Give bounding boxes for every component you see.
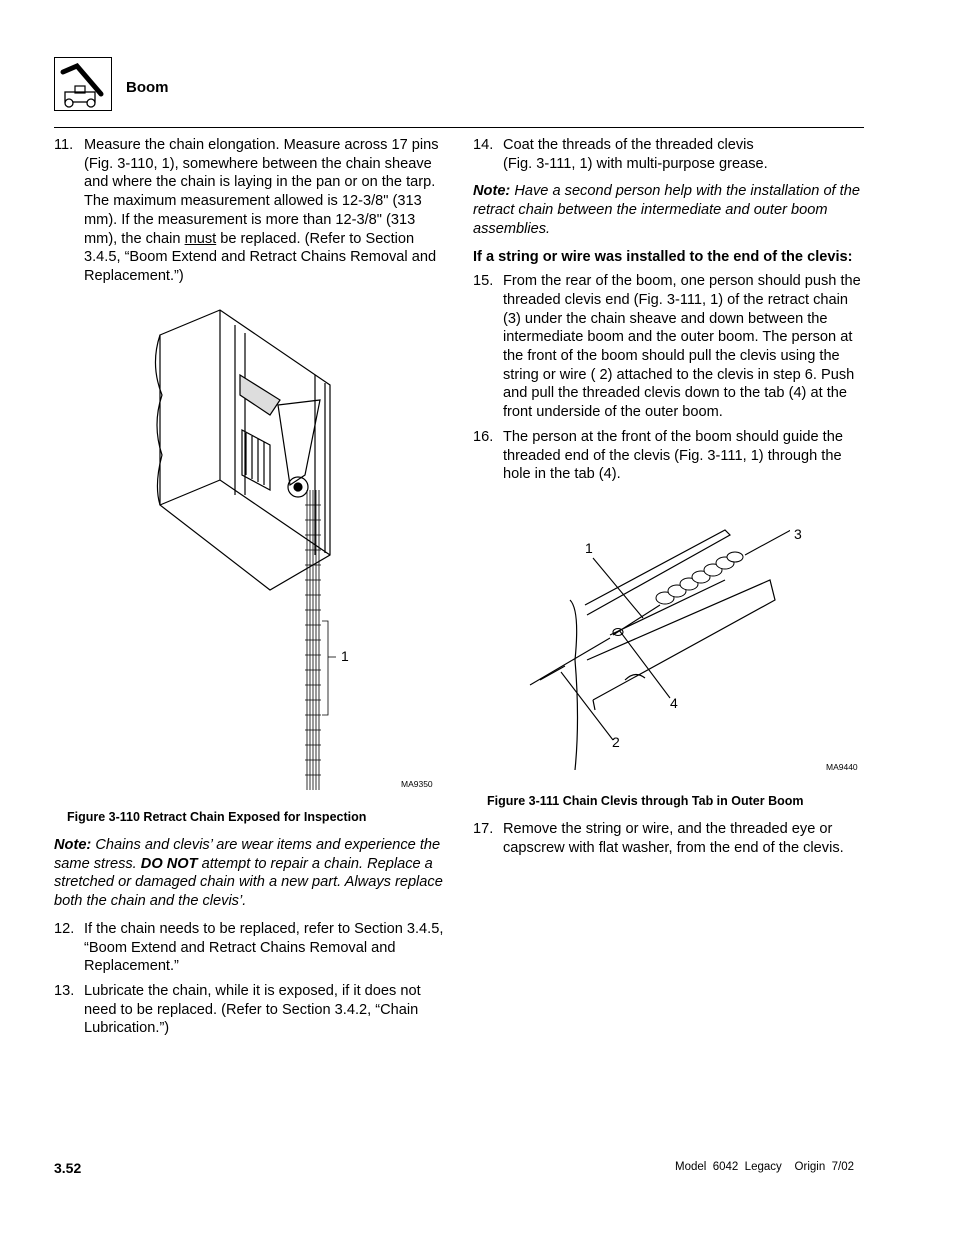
- header-divider: [54, 127, 864, 128]
- figure-111-callout-3: 3: [794, 526, 802, 542]
- left-column-top: [54, 136, 446, 292]
- step-12: 12. If the chain needs to be replaced, refer to Section 3.4.5, “Boom Extend and Retract Chains Removal and Replacement.”: [54, 920, 444, 975]
- retract-chain-illustration: [150, 305, 360, 795]
- figure-111-caption: Figure 3-111 Chain Clevis through Tab in Outer Boom: [487, 794, 804, 808]
- figure-110-callout-1: 1: [341, 648, 349, 664]
- left-column-bottom: [54, 836, 446, 1044]
- figure-110-code: MA9350: [401, 779, 433, 789]
- string-wire-subheading: If a string or wire was installed to the end of the clevis:: [473, 248, 853, 265]
- step-14: 14. Coat the threads of the threaded clevis (Fig. 3-111, 1) with multi-purpose grease.: [473, 137, 768, 172]
- figure-110-caption: Figure 3-110 Retract Chain Exposed for Inspection: [67, 810, 367, 824]
- figure-111-callout-4: 4: [670, 695, 678, 711]
- installation-note: Note: Have a second person help with the installation of the retract chain between the intermediate and outer boom assemblies.: [473, 183, 860, 237]
- boom-machine-icon: [54, 57, 112, 111]
- right-column-bottom: [473, 820, 865, 863]
- page-number: 3.52: [54, 1160, 82, 1176]
- model-info: Model 6042 Legacy Origin 7/02: [675, 1161, 854, 1173]
- step-11: 11. Measure the chain elongation. Measure across 17 pins (Fig. 3-110, 1), somewhere between the chain sheave and where the chain is laying in the pan or on the tarp. The maximum measurement allowed is 12-3/8" (313 mm). If the measurement is more than 12-3/8" (313 mm), the chain must be replaced. (Refer to Section 3.4.5, “Boom Extend and Retract Chains Removal and Replacement.”): [54, 137, 439, 284]
- chain-clevis-illustration: [525, 520, 790, 780]
- section-title: Boom: [126, 79, 169, 96]
- figure-111-code: MA9440: [826, 762, 858, 772]
- step-17: 17. Remove the string or wire, and the threaded eye or capscrew with flat washer, from the end of the clevis.: [473, 821, 844, 856]
- right-column-top: [473, 136, 865, 490]
- step-15: 15. From the rear of the boom, one person should push the threaded clevis end (Fig. 3-111, 1) of the retract chain (3) under the chain sheave and down between the intermediate boom and the outer boom. The person at the front of the boom should pull the clevis using the string or wire ( 2) attached to the clevis in step 6. Push and pull the threaded clevis down to the tab (4) at the front underside of the outer boom.: [473, 273, 861, 421]
- figure-111-callout-1: 1: [585, 540, 593, 556]
- chain-note: Note: Chains and clevis’ are wear items and experience the same stress. DO NOT attempt to repair a chain. Replace a stretched or damaged chain with a new part. Always replace both the chain and the clevis’.: [54, 837, 443, 910]
- figure-111-callout-2: 2: [612, 734, 620, 750]
- step-13: 13. Lubricate the chain, while it is exposed, if it does not need to be replaced. (Refer to Section 3.4.2, “Chain Lubrication.”): [54, 982, 421, 1037]
- step-16: 16. The person at the front of the boom should guide the threaded end of the clevis (Fig. 3-111, 1) through the hole in the tab (4).: [473, 428, 843, 483]
